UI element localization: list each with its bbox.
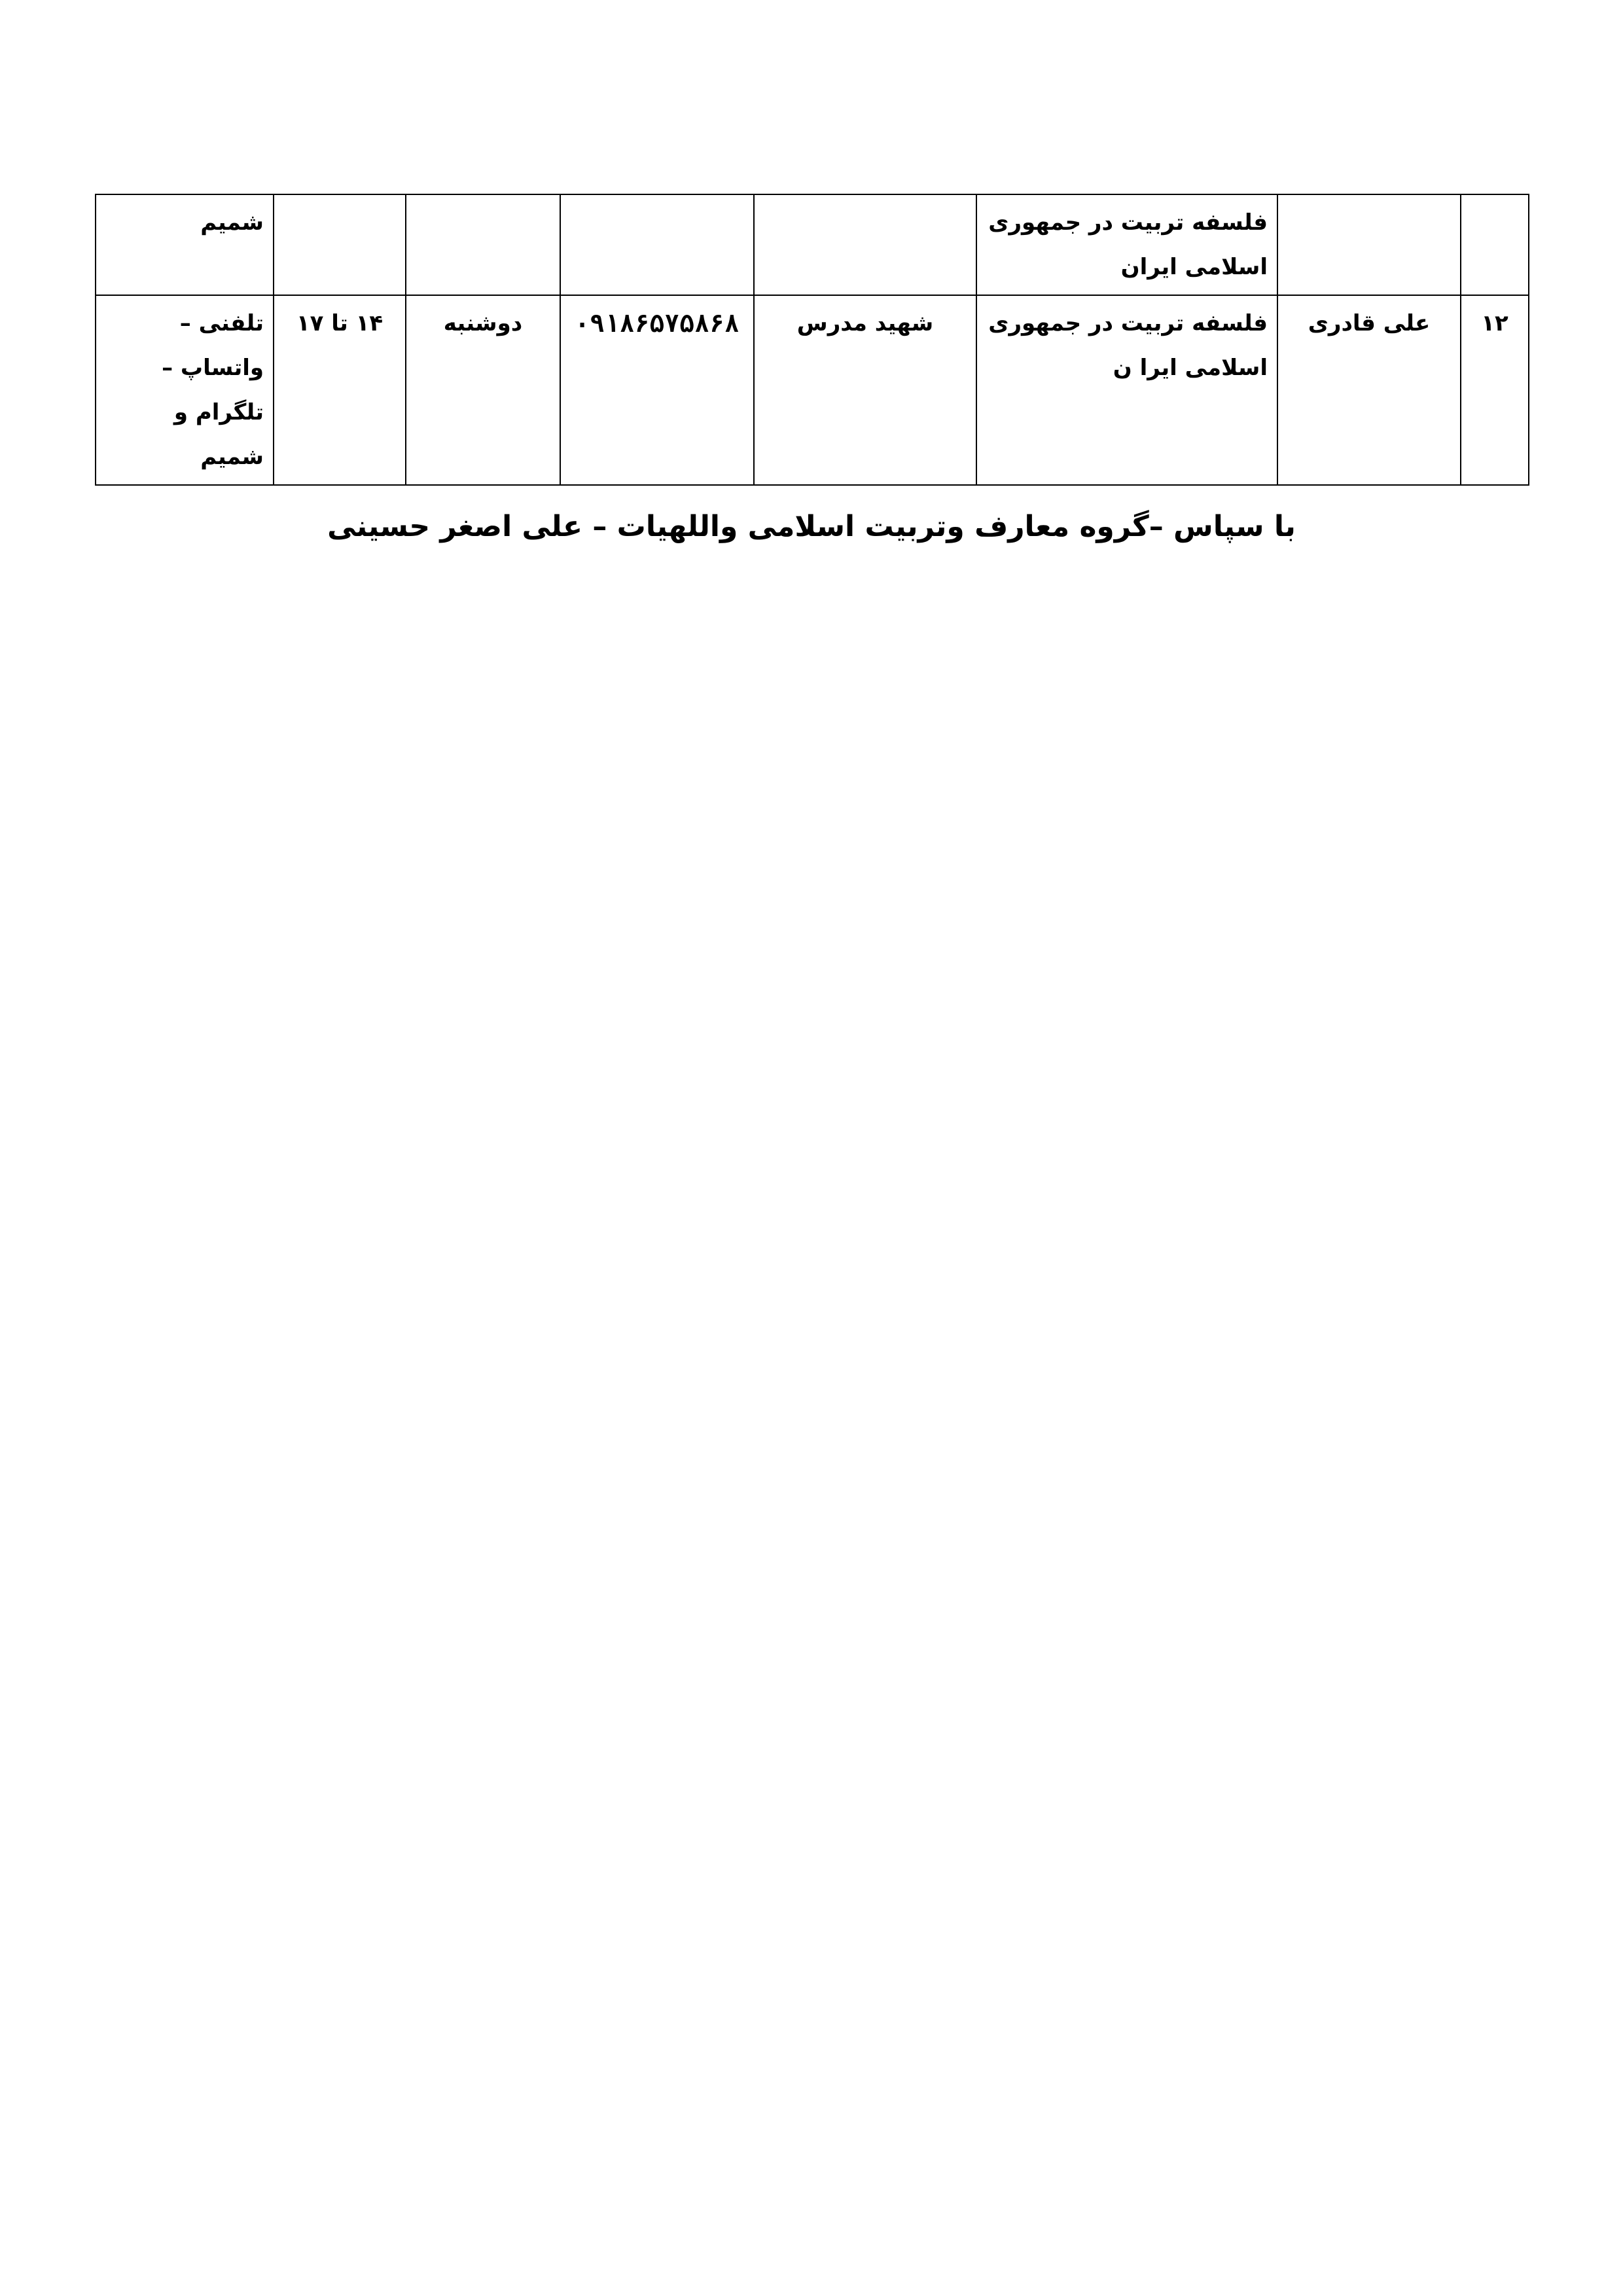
- instructor-cell: علی قادری: [1277, 295, 1461, 485]
- table-row: [96, 295, 1529, 485]
- schedule-table: [95, 194, 1529, 486]
- instructor-cell: [1277, 194, 1461, 295]
- hours-cell: ۱۴ تا ۱۷: [274, 295, 406, 485]
- row-number-cell: [1461, 194, 1529, 295]
- contact-method-cell: شمیم: [96, 194, 274, 295]
- footer-acknowledgement: با سپاس –گروه معارف وتربیت اسلامی واللهیات – علی اصغر حسینی: [327, 510, 1296, 543]
- campus-cell: [754, 194, 976, 295]
- contact-method-cell: تلفنی – واتساپ – تلگرام و شمیم: [96, 295, 274, 485]
- campus-cell: شهید مدرس: [754, 295, 976, 485]
- phone-cell: ۰۹۱۸۶۵۷۵۸۶۸: [560, 295, 754, 485]
- table-row: [96, 194, 1529, 295]
- course-cell: فلسفه تربیت در جمهوری اسلامی ایران: [976, 194, 1277, 295]
- course-cell: فلسفه تربیت در جمهوری اسلامی ایرا ن: [976, 295, 1277, 485]
- phone-cell: [560, 194, 754, 295]
- hours-cell: [274, 194, 406, 295]
- day-cell: [406, 194, 560, 295]
- day-cell: دوشنبه: [406, 295, 560, 485]
- row-number-cell: ۱۲: [1461, 295, 1529, 485]
